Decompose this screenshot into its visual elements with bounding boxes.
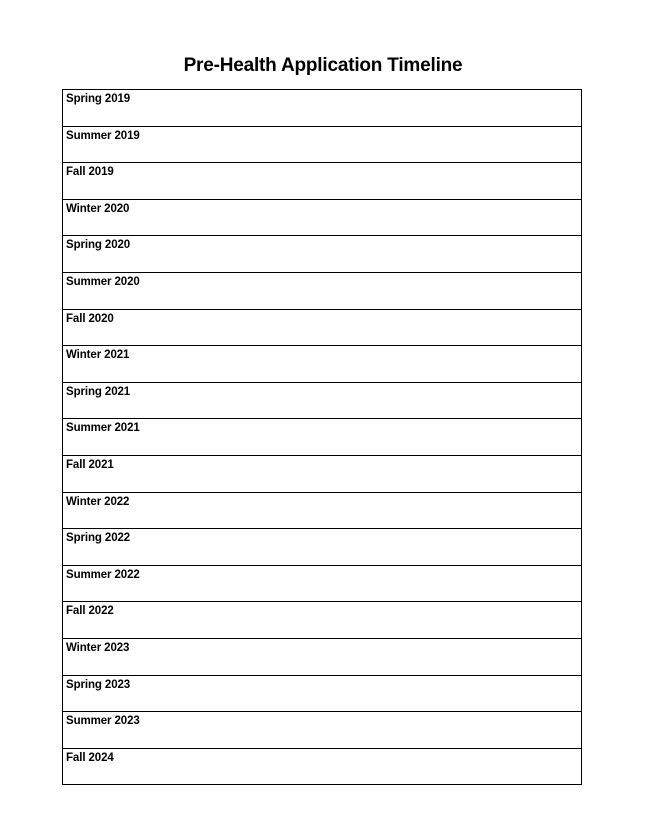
timeline-row-label: Summer 2020 bbox=[66, 275, 140, 288]
timeline-row-label: Fall 2020 bbox=[66, 312, 114, 325]
timeline-row[interactable] bbox=[63, 712, 581, 749]
timeline-row[interactable] bbox=[63, 163, 581, 200]
timeline-row-label: Fall 2024 bbox=[66, 751, 114, 764]
timeline-row[interactable] bbox=[63, 90, 581, 127]
timeline-row[interactable] bbox=[63, 346, 581, 383]
timeline-row-label: Winter 2022 bbox=[66, 495, 130, 508]
timeline-row-label: Summer 2021 bbox=[66, 422, 140, 435]
timeline-row-label: Fall 2022 bbox=[66, 605, 114, 618]
timeline-row[interactable] bbox=[63, 273, 581, 310]
timeline-row[interactable] bbox=[63, 602, 581, 639]
timeline-row[interactable] bbox=[63, 236, 581, 273]
timeline-row-label: Spring 2021 bbox=[66, 385, 131, 398]
timeline-row-label: Winter 2020 bbox=[66, 202, 130, 215]
timeline-row[interactable] bbox=[63, 676, 581, 713]
timeline-row[interactable] bbox=[63, 566, 581, 603]
timeline-row-label: Winter 2023 bbox=[66, 641, 130, 654]
timeline-row-label: Spring 2023 bbox=[66, 678, 131, 691]
timeline-row-label: Fall 2021 bbox=[66, 458, 114, 471]
timeline-row-label: Spring 2020 bbox=[66, 239, 131, 252]
timeline-row-label: Winter 2021 bbox=[66, 349, 130, 362]
timeline-row[interactable] bbox=[63, 639, 581, 676]
timeline-row[interactable] bbox=[63, 310, 581, 347]
timeline-row[interactable] bbox=[63, 419, 581, 456]
timeline-row-label: Spring 2019 bbox=[66, 93, 131, 105]
timeline-row[interactable] bbox=[63, 529, 581, 566]
timeline-row[interactable] bbox=[63, 127, 581, 164]
timeline-row-label: Summer 2019 bbox=[66, 129, 140, 142]
timeline-row-label: Summer 2023 bbox=[66, 715, 140, 728]
timeline-row[interactable] bbox=[63, 749, 581, 786]
timeline-row[interactable] bbox=[63, 383, 581, 420]
timeline-row-label: Summer 2022 bbox=[66, 568, 140, 581]
timeline-row[interactable] bbox=[63, 456, 581, 493]
timeline-row-label: Fall 2019 bbox=[66, 166, 114, 179]
timeline-row[interactable] bbox=[63, 493, 581, 530]
timeline-row[interactable] bbox=[63, 200, 581, 237]
timeline-table bbox=[62, 89, 582, 785]
page-title: Pre-Health Application Timeline bbox=[183, 55, 463, 76]
timeline-row-label: Spring 2022 bbox=[66, 532, 131, 545]
